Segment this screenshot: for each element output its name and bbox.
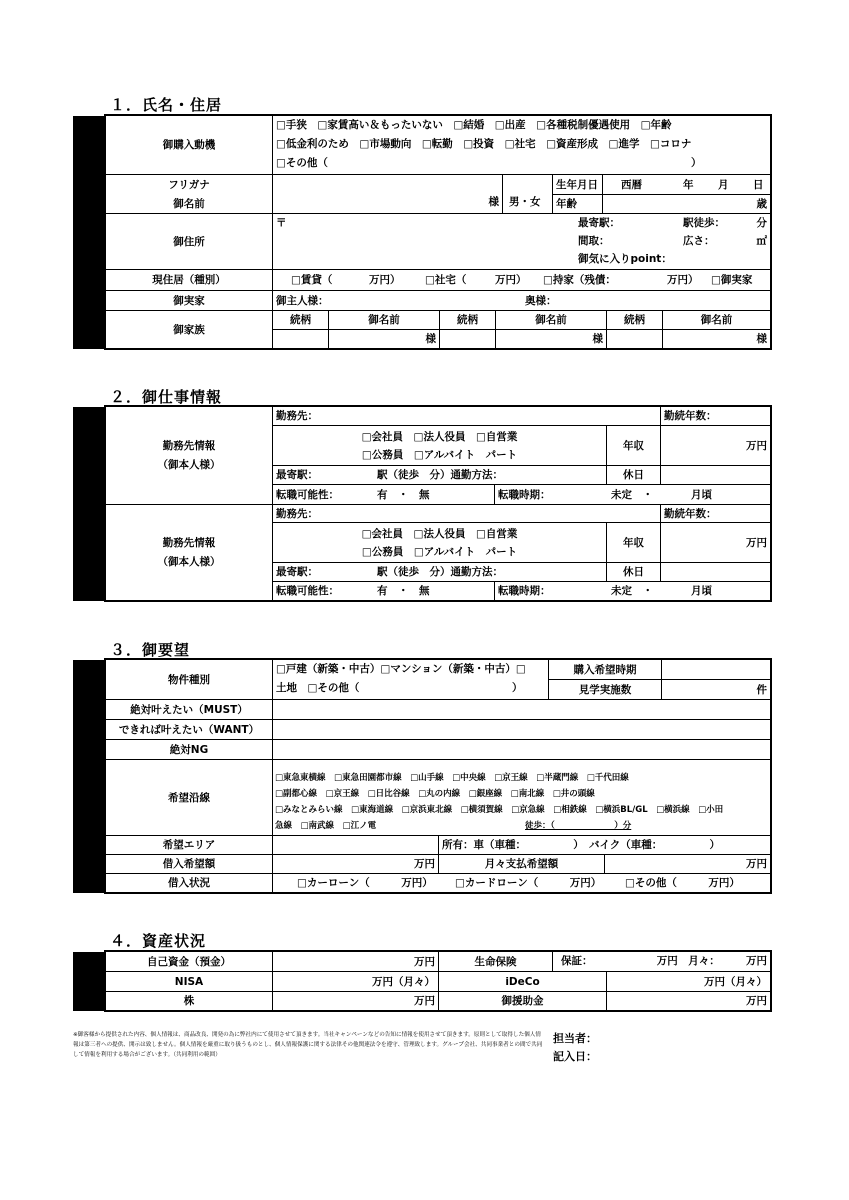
motive-options[interactable] — [272, 116, 770, 174]
want-label: できれば叶えたい（WANT） — [106, 719, 272, 739]
area-label: 希望エリア — [106, 835, 272, 854]
wife-label: 奥様： — [525, 295, 557, 307]
parents-house-checkbox[interactable]: □御実家 — [711, 274, 753, 286]
ng-input[interactable] — [272, 739, 770, 759]
vehicle-label: 所有：車（車種： ） バイク（車種： ） — [442, 839, 721, 851]
job-change-options[interactable]: 有 ・ 無 — [377, 489, 430, 501]
must-input[interactable] — [272, 699, 770, 719]
motive-other[interactable]: □その他（ — [276, 157, 328, 169]
rent-unit: 万円） — [369, 274, 401, 286]
family-name-input[interactable] — [328, 329, 439, 348]
monthly-payment-label: 月々支払希望額 — [438, 854, 604, 873]
motive-line1[interactable]: □手狭 □家賃高い＆もったいない □結婚 □出産 □各種税制優遇使用 □年齢 — [276, 119, 672, 131]
own-house-unit: 万円） — [667, 274, 699, 286]
loan-wish-unit: 万円 — [414, 858, 435, 870]
life-insurance-input[interactable] — [552, 952, 770, 971]
holiday-label: 休日 — [606, 465, 660, 484]
area-unit: ㎡ — [756, 235, 767, 247]
age-unit: 歳 — [756, 198, 767, 210]
family-name-header: 御名前 — [328, 310, 439, 329]
employer-field-2[interactable] — [272, 504, 660, 522]
entry-date-label: 記入日： — [553, 1050, 597, 1063]
section3-title: ３．御要望 — [110, 641, 191, 659]
family-relation-input[interactable] — [439, 329, 495, 348]
employment-types-row2[interactable]: □公務員 □アルバイト パート — [361, 545, 518, 558]
motive-line2[interactable]: □低金利のため □市場動向 □転勤 □投資 □社宅 □資産形成 □進学 □コロナ — [276, 138, 692, 150]
husband-label: 御主人様： — [276, 295, 329, 307]
age-input[interactable] — [602, 194, 770, 213]
job-change-time-field-2[interactable] — [494, 581, 770, 600]
address-label: 御住所 — [106, 213, 272, 269]
family-relation-header: 続柄 — [439, 310, 495, 329]
family-honorific: 様 — [756, 333, 767, 345]
station-label: 最寄駅： — [276, 566, 318, 578]
privacy-disclaimer: ※御客様から提供された内容、個人情報は、商品改良、開発の為に弊社内にて使用させて頂きます。当社キャンペーンなどの告知に情報を使用させて頂きます。原則として取得した個人情報は第三者への提供、開示は致しません。個人情報を厳重に取り扱うものとし、個人情報保護に関する法律その他関連法令を遵守、管理致します。グループ会社、共同事業者との間で共同して情報を利用する場合がございます。（共同利用の範囲） — [73, 1032, 543, 1058]
coverage-label: 保証： — [561, 955, 593, 967]
job-change-time-label: 転職時期： — [498, 489, 551, 501]
job-change-month: 月頃 — [691, 489, 712, 501]
car-loan-checkbox[interactable]: □カーローン（ 万円） — [297, 877, 433, 889]
favorite-point-label: 御気に入りpoint： — [578, 253, 672, 265]
area-label: 広さ： — [683, 235, 715, 247]
purchase-time-input[interactable] — [661, 660, 770, 679]
job-change-label: 転職可能性： — [276, 489, 339, 501]
work-info-label: 勤務先情報 — [162, 537, 216, 549]
era-label: 西暦 — [621, 179, 642, 191]
employer-label: 勤務先： — [276, 410, 318, 422]
monthly-payment-input[interactable] — [604, 854, 770, 873]
furigana-label: フリガナ — [168, 178, 210, 191]
income-field-1[interactable] — [660, 425, 770, 465]
section4-table — [104, 950, 772, 1012]
nisa-unit: 万円（月々） — [372, 975, 435, 988]
section1-title: １．氏名・住居 — [110, 96, 223, 114]
tenure-field-2[interactable] — [660, 504, 770, 522]
job-change-field-2[interactable] — [272, 581, 494, 600]
family-name-header: 御名前 — [495, 310, 606, 329]
month-label: 月 — [718, 179, 729, 191]
section1-table — [104, 114, 772, 350]
day-label: 日 — [753, 179, 764, 191]
gender-cell[interactable] — [502, 174, 552, 213]
employment-types-row2[interactable]: □公務員 □アルバイト パート — [361, 448, 518, 461]
commute-label: 駅（徒歩 分）通勤方法： — [377, 469, 503, 481]
family-relation-header: 続柄 — [606, 310, 662, 329]
employment-type-1[interactable] — [272, 425, 606, 465]
ng-label: 絶対NG — [106, 739, 272, 759]
loan-wish-input[interactable] — [272, 854, 438, 873]
family-support-unit: 万円 — [746, 995, 767, 1007]
ideco-label: iDeCo — [438, 971, 606, 991]
family-name-input[interactable] — [662, 329, 770, 348]
preferred-lines-label: 希望沿線 — [106, 759, 272, 835]
vehicle-field[interactable] — [438, 835, 770, 854]
residence-options[interactable] — [272, 269, 770, 290]
ideco-unit: 万円（月々） — [704, 975, 767, 988]
staff-label: 担当者： — [553, 1032, 597, 1045]
life-insurance-label: 生命保険 — [438, 952, 552, 971]
work-info-label-2 — [106, 504, 272, 600]
year-label: 年 — [683, 179, 694, 191]
lines-row2[interactable]: □副都心線 □京王線 □日比谷線 □丸の内線 □銀座線 □南北線 □井の頭線 — [275, 789, 595, 799]
parents-label: 御実家 — [106, 290, 272, 310]
motive-other-close: ） — [691, 157, 702, 169]
family-relation-header: 続柄 — [272, 310, 328, 329]
section2-title: ２．御仕事情報 — [110, 388, 223, 406]
property-type-options[interactable] — [272, 660, 548, 699]
area-input[interactable] — [272, 835, 438, 854]
income-unit: 万円 — [746, 536, 767, 549]
birthday-input[interactable] — [602, 174, 770, 194]
name-labels — [106, 174, 272, 213]
tenure-label: 勤続年数： — [664, 410, 717, 422]
commute-field-2[interactable] — [272, 562, 606, 581]
family-relation-input[interactable] — [606, 329, 662, 348]
employer-field-1[interactable] — [272, 407, 660, 425]
walk-label: 駅徒歩： — [683, 217, 725, 229]
company-house-checkbox[interactable]: □社宅（ — [425, 274, 467, 286]
gender-select[interactable]: 男・女 — [509, 196, 541, 208]
income-label: 年収 — [606, 425, 660, 465]
loan-status-options[interactable] — [272, 873, 770, 892]
other-loan-checkbox[interactable]: □その他（ 万円） — [625, 877, 740, 889]
nisa-label: NISA — [106, 971, 272, 991]
tenure-field-1[interactable] — [660, 407, 770, 425]
holiday-field-1[interactable] — [660, 465, 770, 484]
monthly-payment-unit: 万円 — [746, 858, 767, 870]
stocks-label: 株 — [106, 991, 272, 1010]
income-label: 年収 — [606, 522, 660, 562]
want-input[interactable] — [272, 719, 770, 739]
stocks-unit: 万円 — [414, 995, 435, 1007]
family-support-input[interactable] — [606, 991, 770, 1010]
section4-title: ４．資産状況 — [110, 932, 207, 950]
own-funds-unit: 万円 — [414, 955, 435, 968]
walk-unit: 分 — [756, 217, 767, 229]
section2-side-bar — [73, 407, 104, 601]
property-other-close: ） — [512, 682, 523, 694]
must-label: 絶対叶えたい（MUST） — [106, 699, 272, 719]
family-honorific: 様 — [425, 333, 436, 345]
employment-types-row1[interactable]: □会社員 □法人役員 □自営業 — [361, 430, 518, 443]
job-change-time-field-1[interactable] — [494, 484, 770, 504]
holiday-label: 休日 — [606, 562, 660, 581]
loan-wish-label: 借入希望額 — [106, 854, 272, 873]
work-info-sublabel: （御本人様） — [157, 459, 221, 471]
job-change-time-options[interactable]: 未定 ・ — [611, 489, 653, 501]
own-funds-input[interactable] — [272, 952, 438, 971]
name-input[interactable] — [272, 174, 502, 213]
name-label: 御名前 — [173, 197, 205, 210]
rent-checkbox[interactable]: □賃貸（ — [291, 274, 333, 286]
employment-types-row1[interactable]: □会社員 □法人役員 □自営業 — [361, 527, 518, 540]
family-name-input[interactable] — [495, 329, 606, 348]
lines-row3[interactable]: □みなとみらい線 □東海道線 □京浜東北線 □横須賀線 □京急線 □相鉄線 □横浜BL/GL □横浜線 □小田 — [275, 805, 724, 815]
motive-label: 御購入動機 — [162, 139, 216, 151]
lines-row1[interactable]: □東急東横線 □東急田園都市線 □山手線 □中央線 □京王線 □半蔵門線 □千代田線 — [275, 773, 629, 783]
income-field-2[interactable] — [660, 522, 770, 562]
purchase-time-label: 購入希望時期 — [548, 660, 661, 679]
company-house-unit: 万円） — [495, 274, 527, 286]
postal-mark: 〒 — [276, 217, 287, 229]
work-info-sublabel: （御本人様） — [157, 556, 221, 568]
loan-status-label: 借入状況 — [106, 873, 272, 892]
ideco-input[interactable] — [606, 971, 770, 991]
own-funds-label: 自己資金（預金） — [147, 955, 231, 968]
income-unit: 万円 — [746, 439, 767, 452]
job-change-label: 転職可能性： — [276, 585, 339, 597]
property-type-row2[interactable]: 土地 □その他（ — [276, 682, 360, 694]
visits-input[interactable] — [661, 679, 770, 699]
age-label: 年齢 — [552, 194, 602, 213]
job-change-time-options[interactable]: 未定 ・ — [611, 585, 653, 597]
walk-minutes-field[interactable]: 徒歩：（ ）分 — [525, 821, 632, 831]
property-type-label: 物件種別 — [168, 673, 210, 686]
employer-label: 勤務先： — [276, 507, 318, 520]
family-honorific: 様 — [592, 333, 603, 345]
section4-side-bar — [73, 952, 104, 1011]
tenure-label: 勤続年数： — [664, 507, 717, 520]
employment-type-2[interactable] — [272, 522, 606, 562]
family-support-label: 御援助金 — [438, 991, 606, 1010]
parents-input[interactable] — [272, 290, 770, 310]
holiday-field-2[interactable] — [660, 562, 770, 581]
work-info-label: 勤務先情報 — [162, 440, 216, 452]
name-honorific: 様 — [488, 196, 499, 208]
family-label: 御家族 — [106, 310, 272, 348]
lines-row4[interactable]: 急線 □南武線 □江ノ電 — [275, 821, 377, 831]
job-change-field-1[interactable] — [272, 484, 494, 504]
layout-label: 間取： — [578, 235, 610, 247]
visits-unit: 件 — [756, 683, 767, 696]
residence-label: 現住居（種別） — [106, 269, 272, 290]
family-relation-input[interactable] — [272, 329, 328, 348]
commute-field-1[interactable] — [272, 465, 606, 484]
job-change-month: 月頃 — [691, 585, 712, 597]
job-change-time-label: 転職時期： — [498, 585, 551, 597]
visits-label: 見学実施数 — [548, 679, 661, 699]
section3-side-bar — [73, 660, 104, 893]
family-name-header: 御名前 — [662, 310, 770, 329]
work-info-label-1 — [106, 407, 272, 504]
card-loan-checkbox[interactable]: □カードローン（ 万円） — [455, 877, 602, 889]
insurance-units: 万円 月々： 万円 — [656, 955, 767, 967]
nearest-station-label: 最寄駅： — [578, 217, 620, 229]
section3-table — [104, 658, 772, 894]
nisa-input[interactable] — [272, 971, 438, 991]
property-type-row1[interactable]: □戸建（新築・中古）□マンション（新築・中古）□ — [276, 663, 526, 675]
stocks-input[interactable] — [272, 991, 438, 1010]
preferred-lines-options[interactable] — [272, 759, 770, 835]
birthday-label: 生年月日 — [552, 174, 602, 194]
commute-label: 駅（徒歩 分）通勤方法： — [377, 566, 503, 578]
station-label: 最寄駅： — [276, 469, 318, 481]
section1-side-bar — [73, 116, 104, 349]
own-house-checkbox[interactable]: □持家（残債： — [543, 274, 616, 286]
job-change-options[interactable]: 有 ・ 無 — [377, 585, 430, 597]
address-input[interactable] — [272, 213, 770, 269]
section2-table — [104, 405, 772, 602]
